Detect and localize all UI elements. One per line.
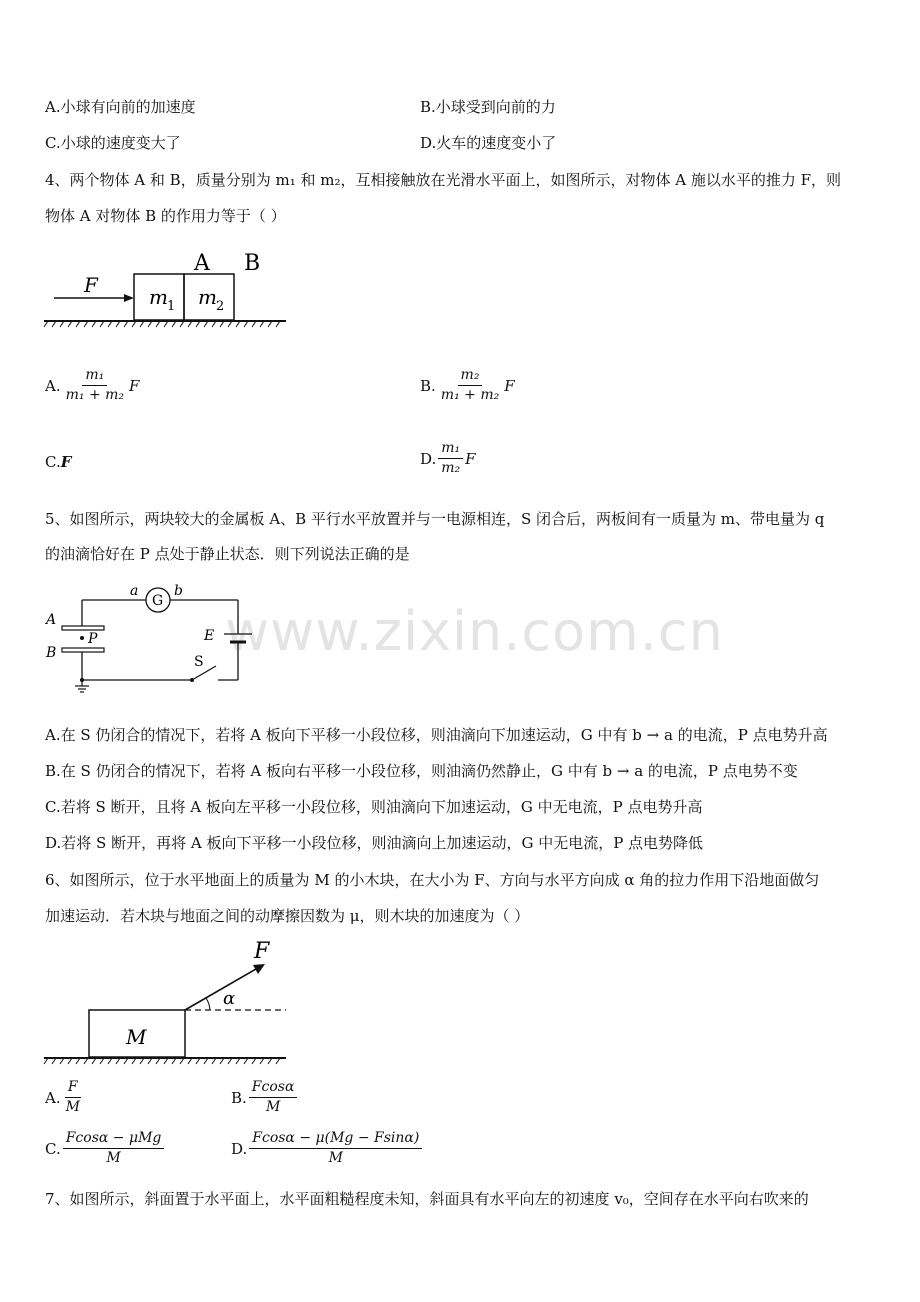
q4-option-b-den: m₁ + m₂ [440,387,500,403]
q6-option-a-fraction [63,1079,83,1116]
q4-option-a-num: m₁ [82,367,107,386]
q5-fig-plate-b: B [46,645,57,661]
q6-option-b-num: Fcosα [249,1079,298,1098]
q6-stem-line2: 加速运动．若木块与地面之间的动摩擦因数为 μ，则木块的加速度为（ ） [45,907,530,925]
q6-option-c [45,1130,166,1167]
q4-fig-m2: m [198,285,217,309]
q4-option-b [420,367,515,404]
q5-fig-b: b [174,583,183,599]
q6-option-c-label: C. [45,1139,61,1158]
q5-fig-e: E [204,628,215,644]
q6-fig-f: F [254,939,270,964]
q4-figure-blocks [40,248,300,333]
plate-b [62,648,104,652]
q5-option-a: A.在 S 仍闭合的情况下，若将 A 板向下平移一小段位移，则油滴向下加速运动，G 中有 b → a 的电流，P 点电势升高 [45,726,828,744]
q6-fig-m: M [126,1025,147,1049]
q6-fig-alpha: α [223,988,236,1009]
q5-fig-p: P [88,631,98,647]
q4-option-c-label: C. [45,453,61,471]
q4-option-c [45,453,71,471]
q4-option-d-den: m₂ [441,460,461,476]
q4-option-b-num: m₂ [458,367,483,386]
q6-option-a [45,1079,85,1116]
q6-force-arrow [185,969,256,1010]
q6-option-a-num: F [65,1079,81,1098]
q4-option-c-value: F [60,453,72,471]
q4-fig-m1: m [149,285,168,309]
q6-option-d-den: M [328,1150,343,1166]
q4-fig-m2-sub: 2 [216,299,225,314]
q6-stem-line1: 6、如图所示，位于水平地面上的质量为 M 的小木块，在大小为 F、方向与水平方向成 α 角的拉力作用下沿地面做匀 [45,871,820,889]
q3-option-d: D.火车的速度变小了 [420,134,557,152]
q6-option-b-den: M [265,1099,281,1115]
q4-option-b-label: B. [420,376,436,395]
q6-option-a-den: M [65,1099,80,1115]
q7-stem-line1: 7、如图所示，斜面置于水平面上，水平面粗糙程度未知，斜面具有水平向左的初速度 v₀，空间存在水平向右吹来的 [45,1190,809,1208]
q6-option-c-num: Fcosα − μMg [63,1130,165,1149]
q4-option-a-label: A. [45,376,61,395]
q4-option-d-num: m₁ [438,440,463,459]
q4-option-b-tail: F [504,376,515,395]
q4-option-b-fraction [438,367,502,404]
q5-fig-g: G [152,593,164,609]
point-p [80,636,84,640]
q6-option-d-fraction [249,1130,422,1167]
q6-option-b-fraction [249,1079,298,1116]
q4-stem-line2: 物体 A 对物体 B 的作用力等于（ ） [45,207,286,225]
q4-fig-label-a: A [194,251,210,276]
q4-option-d-label: D. [420,449,437,468]
q5-stem-line1: 5、如图所示，两块较大的金属板 A、B 平行水平放置并与一电源相连，S 闭合后，两板间有一质量为 m、带电量为 q [45,510,825,528]
q5-option-c: C.若将 S 断开，且将 A 板向左平移一小段位移，则油滴向下加速运动，G 中无电流，P 点电势升高 [45,798,703,816]
q6-option-b [231,1079,299,1116]
watermark: www.zixin.com.cn [225,600,724,663]
q5-option-b: B.在 S 仍闭合的情况下，若将 A 板向右平移一小段位移，则油滴仍然静止，G 中有 b → a 的电流，P 点电势不变 [45,762,798,780]
q4-option-d-fraction [438,440,463,477]
q4-fig-m1-sub: 1 [167,299,176,314]
q6-option-c-fraction [63,1130,165,1167]
q3-option-a: A.小球有向前的加速度 [45,98,196,116]
q4-option-d-tail: F [465,449,476,468]
q5-stem-line2: 的油滴恰好在 P 点处于静止状态．则下列说法正确的是 [45,545,410,563]
q4-option-a [45,367,139,404]
q5-fig-plate-a: A [46,612,57,628]
q6-option-a-label: A. [45,1088,61,1107]
q4-option-a-tail: F [129,376,140,395]
q4-stem-line1: 4、两个物体 A 和 B，质量分别为 m₁ 和 m₂，互相接触放在光滑水平面上，如图所示，对物体 A 施以水平的推力 F，则 [45,171,842,189]
q4-option-a-fraction [63,367,127,404]
q6-option-d-label: D. [231,1139,248,1158]
q3-option-b: B.小球受到向前的力 [420,98,556,116]
q6-option-b-label: B. [231,1088,247,1107]
q6-figure-block-force [40,938,300,1068]
q4-fig-label-b: B [244,251,261,276]
q4-fig-force: F [84,273,98,297]
q5-option-d: D.若将 S 断开，再将 A 板向下平移一小段位移，则油滴向上加速运动，G 中无电流，P 点电势降低 [45,834,704,852]
q5-fig-s: S [194,654,204,670]
q5-circuit-diagram [40,580,260,695]
q4-force-arrowhead [124,294,134,302]
q6-option-d-num: Fcosα − μ(Mg − Fsinα) [249,1130,422,1149]
q3-option-c: C.小球的速度变大了 [45,134,181,152]
q5-fig-a: a [130,583,139,599]
q6-angle-arc [206,998,210,1010]
plate-a [62,626,104,630]
q6-option-d [231,1130,424,1167]
q6-option-c-den: M [106,1150,121,1166]
q4-option-a-den: m₁ + m₂ [65,387,125,403]
q4-option-d [420,440,476,477]
